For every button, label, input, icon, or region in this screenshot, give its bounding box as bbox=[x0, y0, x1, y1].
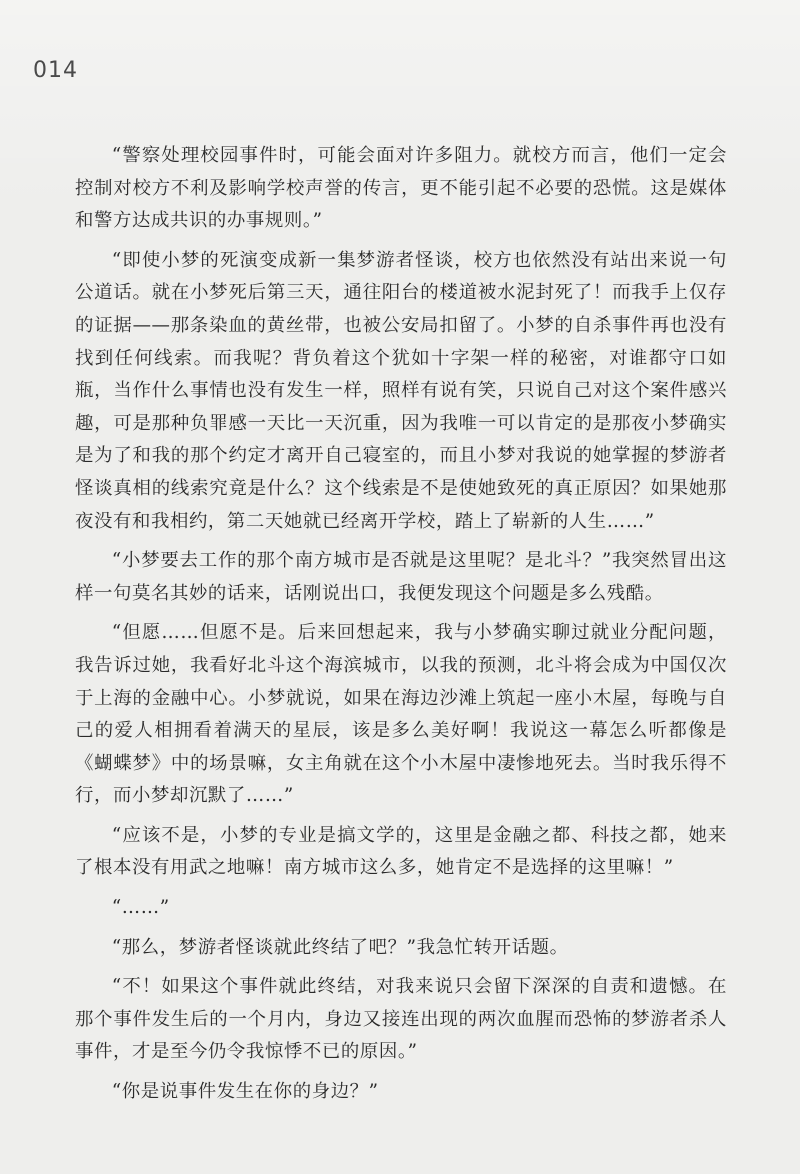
paragraph: “不！如果这个事件就此终结，对我来说只会留下深深的自责和遗憾。在那个事件发生后的一个月内，身边又接连出现的两次血腥而恐怖的梦游者杀人事件，才是至今仍令我惊悸不已的原因。” bbox=[75, 976, 727, 1063]
paragraph: “小梦要去工作的那个南方城市是否就是这里呢？是北斗？”我突然冒出这样一句莫名其妙的话来，话刚说出口，我便发现这个问题是多么残酷。 bbox=[75, 550, 727, 604]
page-number: 014 bbox=[33, 58, 78, 83]
body-text bbox=[75, 140, 727, 1116]
paragraph: “但愿……但愿不是。后来回想起来，我与小梦确实聊过就业分配问题，我告诉过她，我看好北斗这个海滨城市，以我的预测，北斗将会成为中国仅次于上海的金融中心。小梦就说，如果在海边沙滩上筑起一座小木屋，每晚与自己的爱人相拥看着满天的星辰，该是多么美好啊！我说这一幕怎么听都像是《蝴蝶梦》中的场景嘛，女主角就在这个小木屋中凄惨地死去。当时我乐得不行，而小梦却沉默了……” bbox=[75, 622, 727, 807]
paragraph: “即使小梦的死演变成新一集梦游者怪谈，校方也依然没有站出来说一句公道话。就在小梦死后第三天，通往阳台的楼道被水泥封死了！而我手上仅存的证据——那条染血的黄丝带，也被公安局扣留了。小梦的自杀事件再也没有找到任何线索。而我呢？背负着这个犹如十字架一样的秘密，对谁都守口如瓶，当作什么事情也没有发生一样，照样有说有笑，只说自己对这个案件感兴趣，可是那种负罪感一天比一天沉重，因为我唯一可以肯定的是那夜小梦确实是为了和我的那个约定才离开自己寝室的，而且小梦对我说的她掌握的梦游者怪谈真相的线索究竟是什么？这个线索是不是使她致死的真正原因？如果她那夜没有和我相约，第二天她就已经离开学校，踏上了崭新的人生……” bbox=[75, 249, 727, 532]
paragraph: “……” bbox=[111, 897, 170, 919]
paragraph: “警察处理校园事件时，可能会面对许多阻力。就校方而言，他们一定会控制对校方不利及影响学校声誉的传言，更不能引起不必要的恐慌。这是媒体和警方达成共识的办事规则。” bbox=[75, 145, 727, 232]
paragraph: “那么，梦游者怪谈就此终结了吧？”我急忙转开话题。 bbox=[111, 936, 569, 958]
paragraph: “应该不是，小梦的专业是搞文学的，这里是金融之都、科技之都，她来了根本没有用武之地嘛！南方城市这么多，她肯定不是选择的这里嘛！” bbox=[75, 824, 727, 879]
paragraph: “你是说事件发生在你的身边？” bbox=[111, 1081, 379, 1103]
